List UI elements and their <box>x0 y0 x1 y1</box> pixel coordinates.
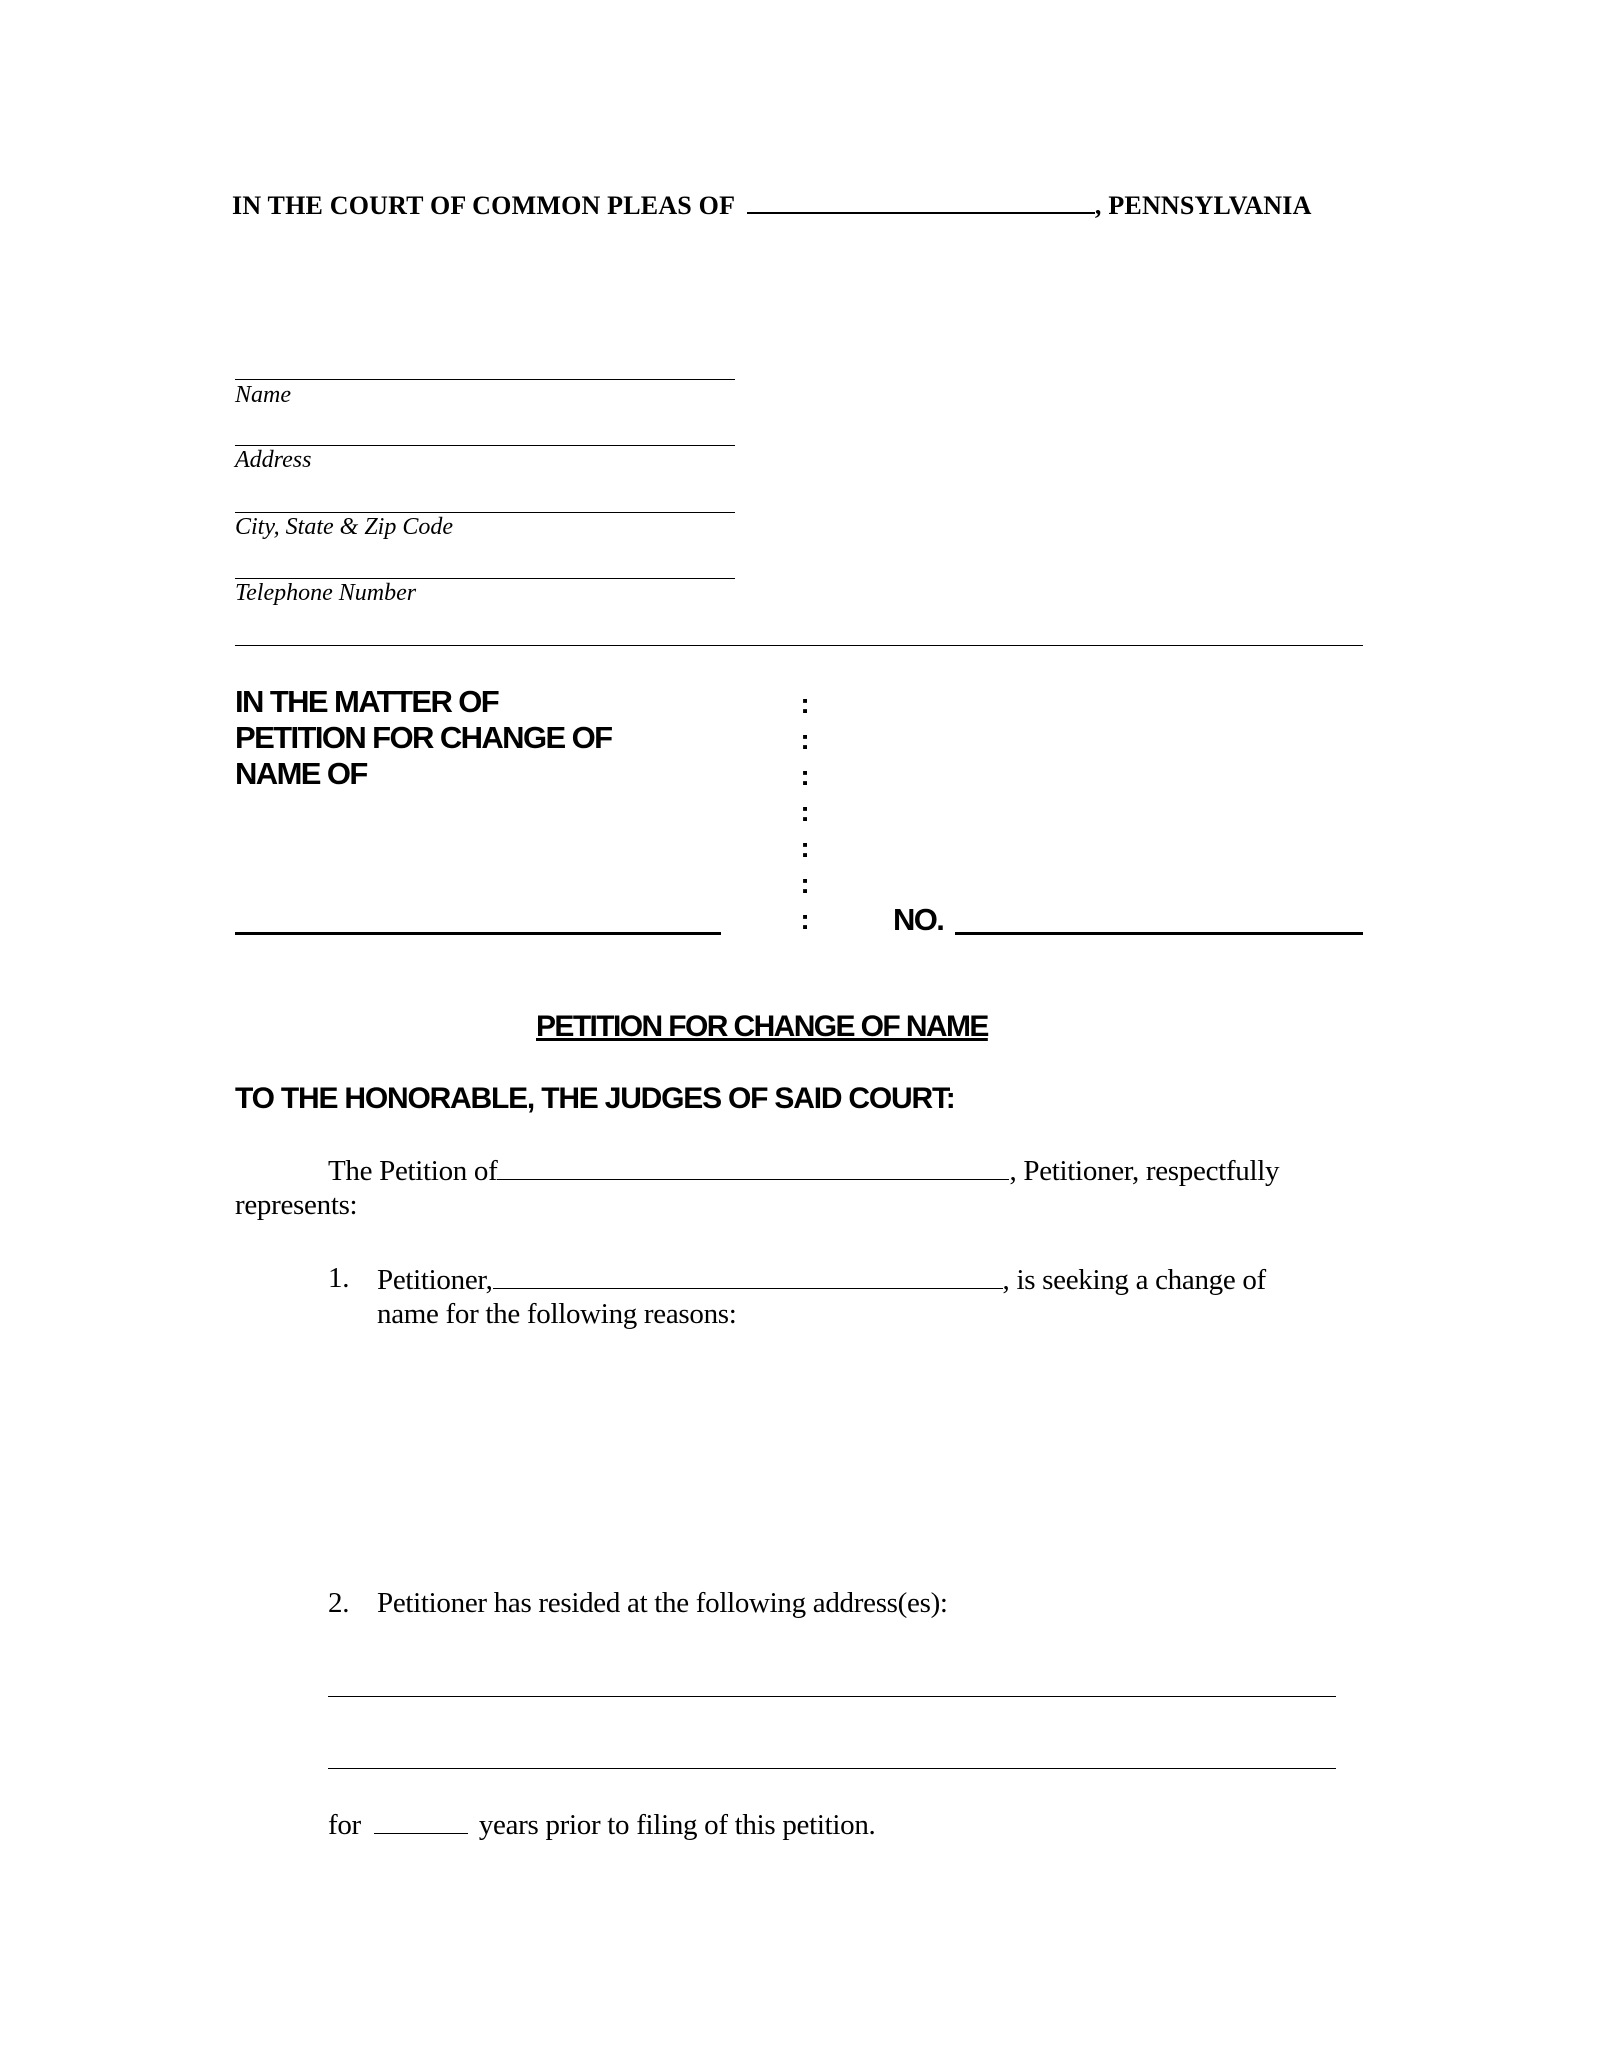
name-line[interactable] <box>235 379 735 380</box>
address-history-line[interactable] <box>328 1696 1336 1697</box>
docket-number-label: NO. <box>893 902 944 937</box>
address-label: Address <box>235 447 312 473</box>
item-2-text: Petitioner has resided at the following address(es): <box>377 1587 948 1619</box>
city-state-zip-line[interactable] <box>235 512 735 513</box>
intro-prefix: The Petition of <box>328 1155 498 1187</box>
court-header-suffix: , PENNSYLVANIA <box>1094 191 1312 220</box>
petitioner-name-blank[interactable] <box>497 1153 1009 1180</box>
item-1-name-blank[interactable] <box>493 1262 1003 1289</box>
docket-number-line[interactable] <box>955 932 1363 935</box>
years-blank[interactable] <box>374 1807 468 1834</box>
years-line <box>328 1807 875 1842</box>
telephone-line[interactable] <box>235 578 735 579</box>
caption-line-2: PETITION FOR CHANGE OF <box>235 720 612 755</box>
caption-colon: : <box>800 832 810 863</box>
address-history-line[interactable] <box>328 1768 1336 1769</box>
caption-line-1: IN THE MATTER OF <box>235 684 499 719</box>
item-2-number: 2. <box>328 1587 350 1619</box>
intro-suffix: , Petitioner, respectfully <box>1009 1155 1280 1187</box>
item-1-line-2: name for the following reasons: <box>377 1298 737 1330</box>
telephone-label: Telephone Number <box>235 580 417 606</box>
city-state-zip-label: City, State & Zip Code <box>235 514 454 540</box>
years-prefix: for <box>328 1809 361 1841</box>
intro-line-2: represents: <box>235 1189 358 1221</box>
caption-colon: : <box>800 904 810 935</box>
caption-colon: : <box>800 760 810 791</box>
name-label: Name <box>235 382 291 408</box>
caption-line-3: NAME OF <box>235 756 367 791</box>
county-blank[interactable] <box>747 190 1095 214</box>
document-title: PETITION FOR CHANGE OF NAME <box>536 1010 988 1043</box>
caption-colon: : <box>800 796 810 827</box>
item-1-number: 1. <box>328 1262 350 1294</box>
court-header-prefix: IN THE COURT OF COMMON PLEAS OF <box>232 191 735 220</box>
caption-colon: : <box>800 688 810 719</box>
address-line[interactable] <box>235 445 735 446</box>
petitioner-name-line[interactable] <box>235 932 721 935</box>
item-1-suffix: , is seeking a change of <box>1002 1264 1266 1296</box>
section-divider <box>235 645 1363 646</box>
court-header <box>232 190 1312 221</box>
intro-line-1 <box>328 1153 1279 1188</box>
years-suffix: years prior to filing of this petition. <box>478 1809 876 1841</box>
caption-colon: : <box>800 724 810 755</box>
item-1-prefix: Petitioner, <box>377 1264 493 1296</box>
caption-colon: : <box>800 868 810 899</box>
item-1-line-1 <box>377 1262 1266 1297</box>
salutation: TO THE HONORABLE, THE JUDGES OF SAID COURT: <box>235 1082 955 1115</box>
